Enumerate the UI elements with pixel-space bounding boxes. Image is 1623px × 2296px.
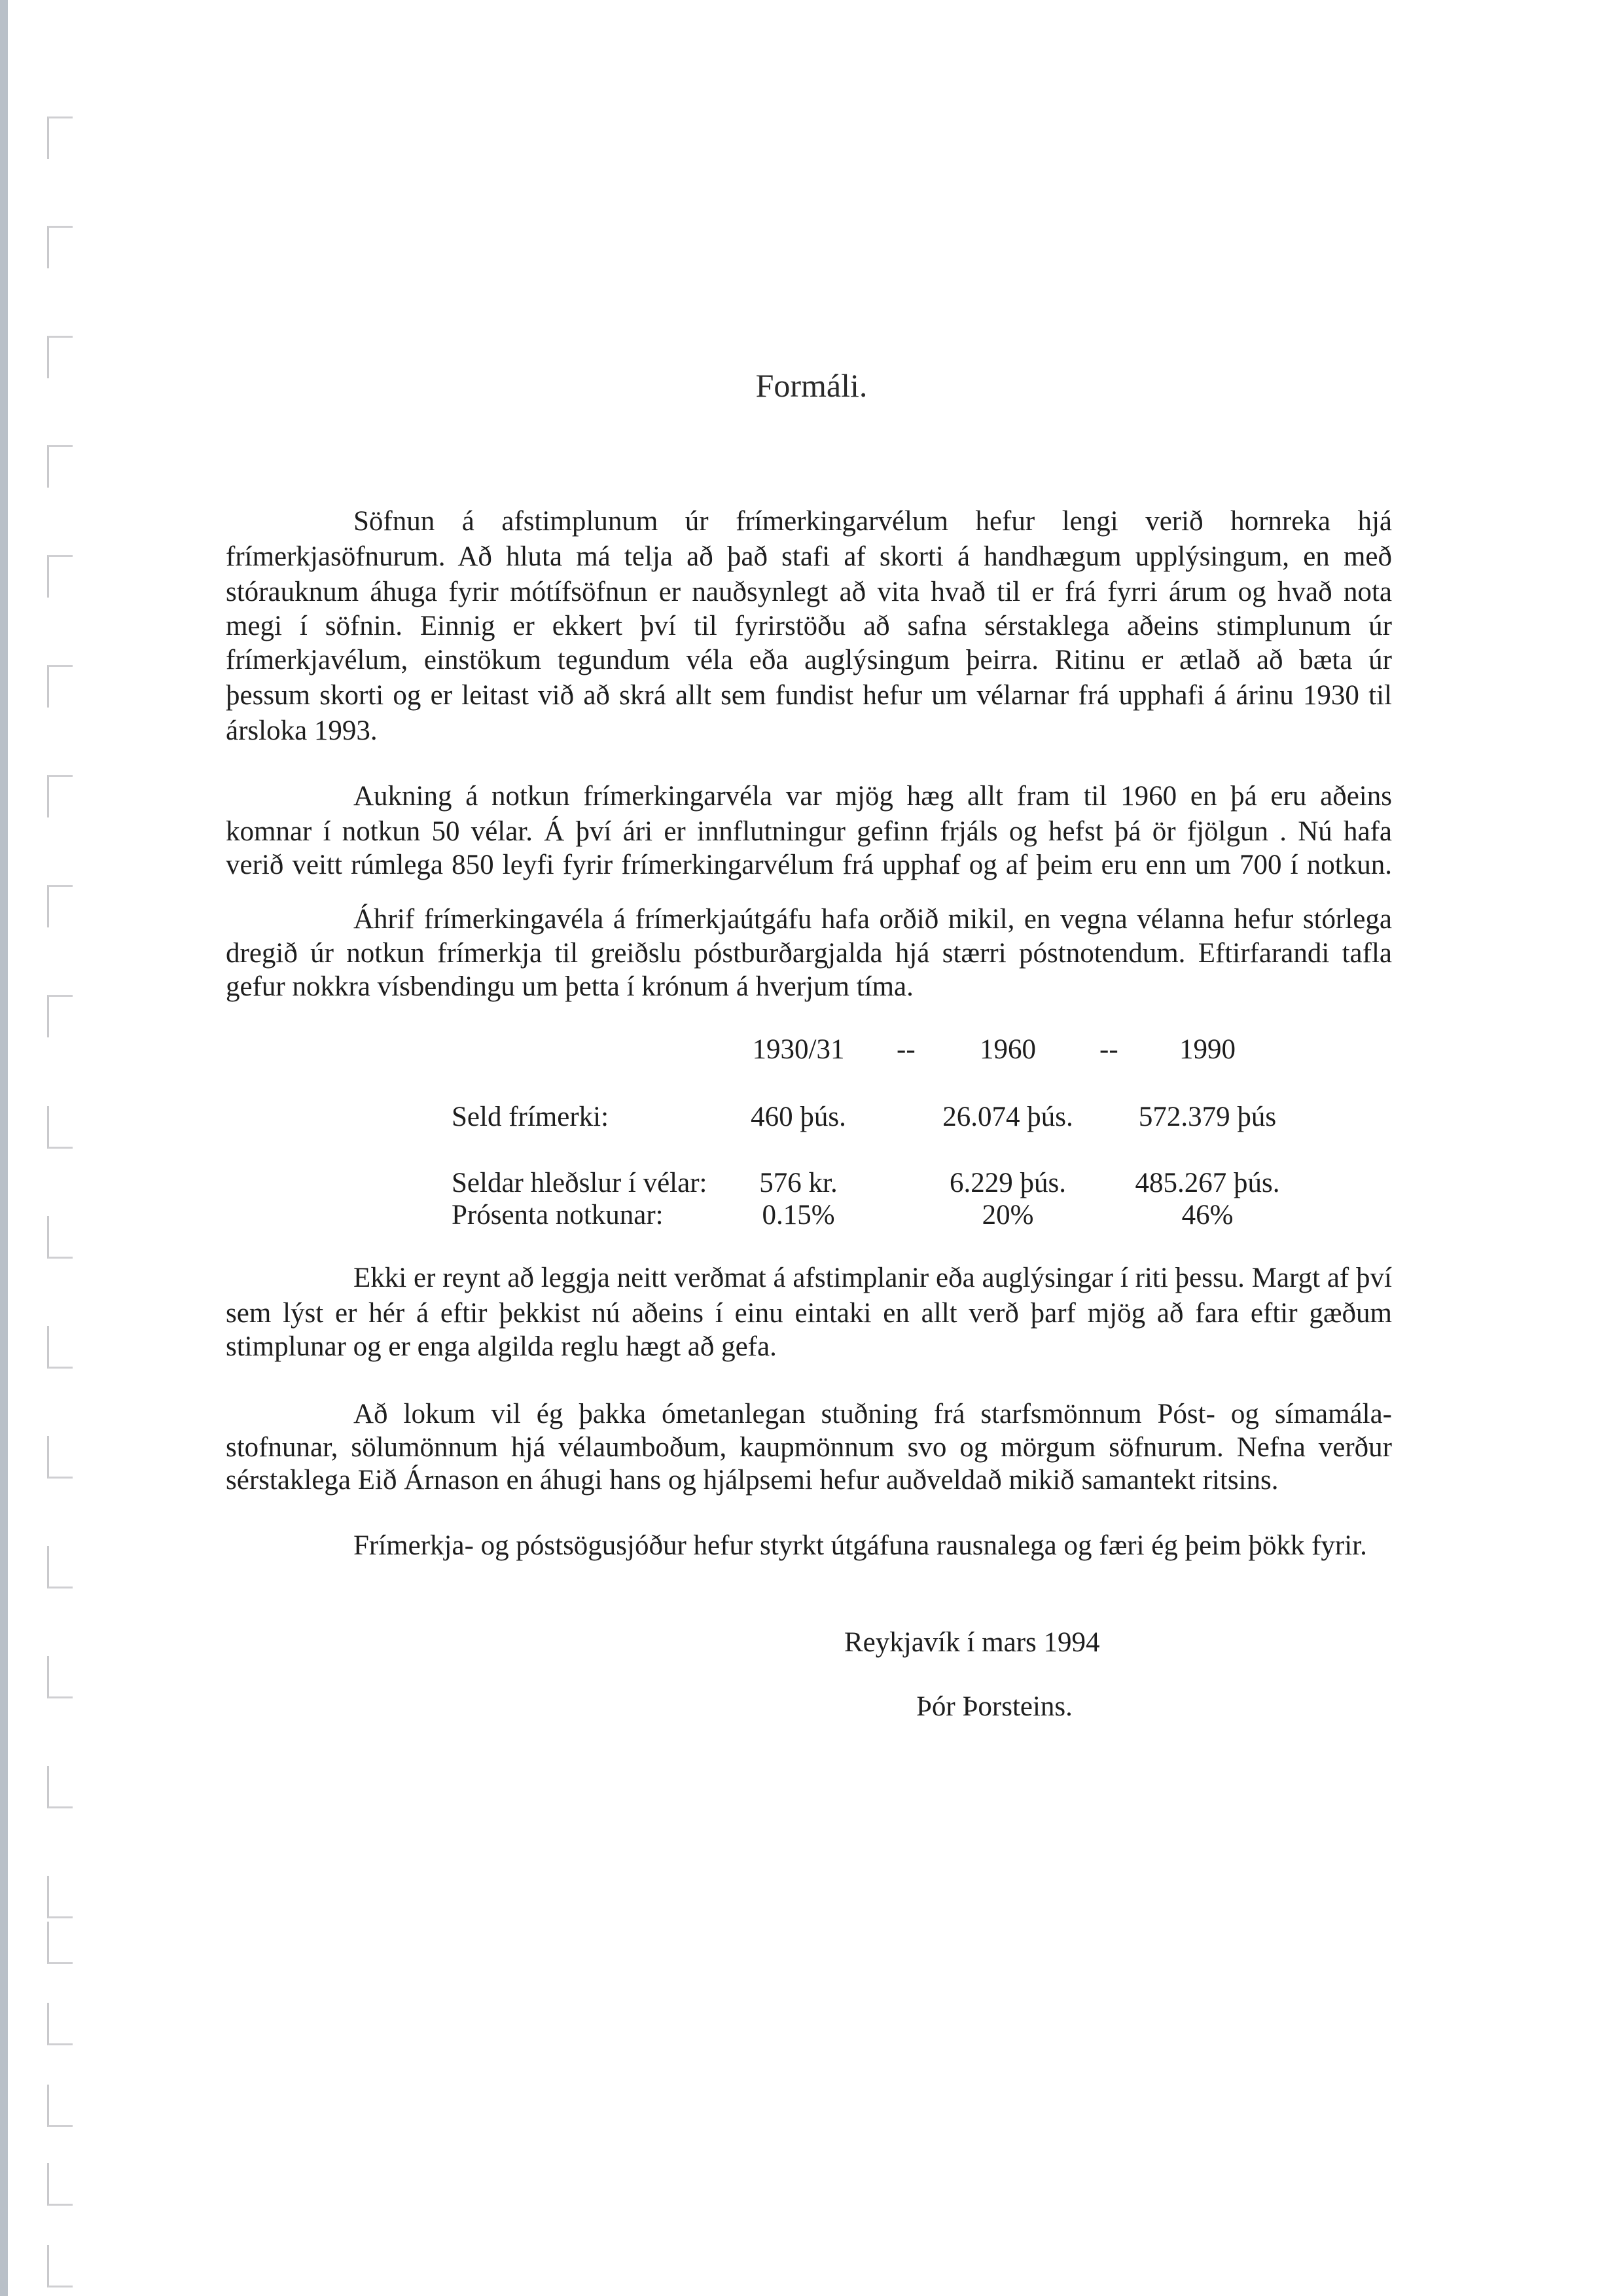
table-header-separator: -- (1099, 1034, 1118, 1065)
binder-hole-mark (47, 1656, 73, 1698)
table-header-cell: 1990 (1179, 1034, 1236, 1065)
text-line: megi í söfnin. Einnig er ekkert því til fyrirstöðu að safna sérstaklega aðeins stimplunum úr (226, 611, 1392, 641)
text-line: frímerkjasöfnurum. Að hluta má telja að það stafi af skorti á handhægum upplýsingum, en með (226, 541, 1392, 572)
text-line: Að lokum vil ég þakka ómetanlegan stuðning frá starfsmönnum Póst- og símamála- (353, 1399, 1392, 1429)
binder-hole-mark (47, 1922, 73, 1964)
binder-hole-mark (47, 995, 73, 1037)
text-line: Aukning á notkun frímerkingarvéla var mjög hæg allt fram til 1960 en þá eru aðeins (353, 781, 1392, 812)
table-cell: 26.074 þús. (942, 1102, 1073, 1132)
table-header-cell: 1930/31 (752, 1034, 845, 1065)
binder-hole-mark (47, 445, 73, 488)
binder-hole-mark (47, 2245, 73, 2287)
binder-hole-mark (47, 2085, 73, 2127)
scan-edge-strip (0, 0, 8, 2296)
binder-hole-mark (47, 665, 73, 708)
binder-hole-mark (47, 1216, 73, 1259)
text-line: Ekki er reynt að leggja neitt verðmat á afstimplanir eða auglýsingar í riti þessu. Margt af því (353, 1263, 1392, 1293)
text-line: Frímerkja- og póstsögusjóður hefur styrkt útgáfuna rausnalega og færi ég þeim þökk fyrir. (353, 1530, 1367, 1561)
table-cell: 6.229 þús. (950, 1168, 1066, 1198)
binder-hole-mark (47, 226, 73, 268)
table-row-label: Prósenta notkunar: (452, 1200, 664, 1230)
binder-hole-mark (47, 2163, 73, 2206)
table-cell: 46% (1181, 1200, 1234, 1230)
text-line: ársloka 1993. (226, 715, 378, 746)
text-line: komnar í notkun 50 vélar. Á því ári er innflutningur gefinn frjáls og hefst þá ör fjölgun . Nú hafa (226, 816, 1392, 847)
table-cell: 460 þús. (751, 1102, 846, 1132)
table-cell: 0.15% (762, 1200, 835, 1230)
text-line: stórauknum áhuga fyrir mótífsöfnun er nauðsynlegt að vita hvað til er frá fyrri árum og hvað nota (226, 577, 1392, 607)
page-title: Formáli. (755, 367, 868, 404)
text-line: Söfnun á afstimplunum úr frímerkingarvélum hefur lengi verið hornreka hjá (353, 506, 1392, 537)
text-line: stofnunar, sölumönnum hjá vélaumboðum, kaupmönnum svo og mörgum söfnurum. Nefna verður (226, 1432, 1392, 1463)
text-line: verið veitt rúmlega 850 leyfi fyrir frímerkingarvélum frá upphaf og af þeim eru enn um 700 í notkun. (226, 850, 1392, 880)
binder-hole-mark (47, 1546, 73, 1588)
text-line: Áhrif frímerkingavéla á frímerkjaútgáfu hafa orðið mikil, en vegna vélanna hefur stórlega (353, 904, 1392, 935)
table-cell: 20% (982, 1200, 1034, 1230)
table-row-label: Seld frímerki: (452, 1102, 609, 1132)
place-and-date: Reykjavík í mars 1994 (844, 1627, 1100, 1658)
author-signature: Þór Þorsteins. (916, 1691, 1073, 1722)
text-line: stimplunar og er enga algilda reglu hægt að gefa. (226, 1331, 777, 1362)
binder-hole-mark (47, 885, 73, 927)
binder-hole-mark (47, 2003, 73, 2045)
text-line: dregið úr notkun frímerkja til greiðslu póstburðargjalda hjá stærri póstnotendum. Eftirfarandi tafla (226, 938, 1392, 969)
binder-hole-mark (47, 1876, 73, 1918)
binder-hole-mark (47, 1766, 73, 1808)
text-line: sérstaklega Eið Árnason en áhugi hans og hjálpsemi hefur auðveldað mikið samantekt ritsins. (226, 1465, 1279, 1496)
binder-hole-mark (47, 1106, 73, 1149)
table-cell: 572.379 þús (1138, 1102, 1277, 1132)
binder-hole-mark (47, 775, 73, 817)
table-cell: 576 kr. (759, 1168, 838, 1198)
table-header-separator: -- (897, 1034, 916, 1065)
text-line: sem lýst er hér á eftir þekkist nú aðeins í einu eintaki en allt verð þarf mjög að fara eftir gæðum (226, 1298, 1392, 1329)
text-line: frímerkjavélum, einstökum tegundum véla eða auglýsingum þeirra. Ritinu er ætlað að bæta úr (226, 645, 1392, 675)
table-row-label: Seldar hleðslur í vélar: (452, 1168, 707, 1198)
binder-hole-mark (47, 555, 73, 598)
binder-hole-mark (47, 117, 73, 159)
table-header-cell: 1960 (980, 1034, 1036, 1065)
binder-hole-mark (47, 1436, 73, 1479)
text-line: þessum skorti og er leitast við að skrá allt sem fundist hefur um vélarnar frá upphafi á árinu 1930 til (226, 680, 1392, 711)
binder-hole-mark (47, 1326, 73, 1369)
text-line: gefur nokkra vísbendingu um þetta í krónum á hverjum tíma. (226, 971, 914, 1002)
table-cell: 485.267 þús. (1135, 1168, 1280, 1198)
